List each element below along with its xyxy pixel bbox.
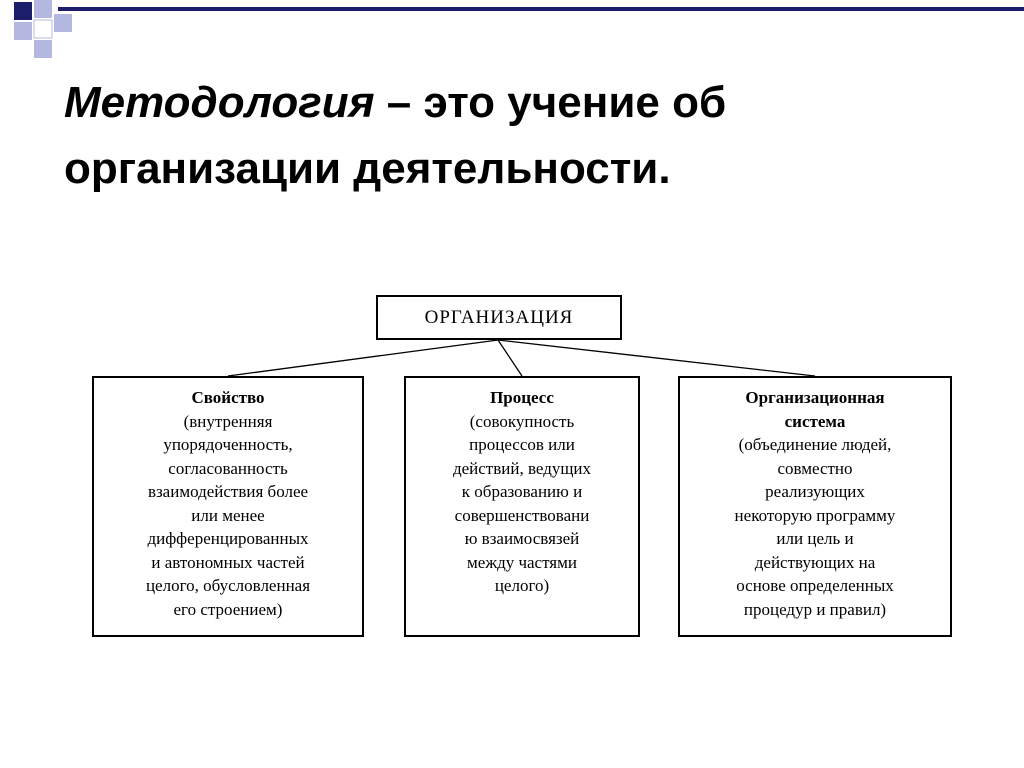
node-property-body: (внутренняя упорядоченность, согласованность взаимодействия более или менее дифференцированных и автономных частей целого, обусловленная его строением): [145, 411, 311, 619]
node-process-body: (совокупность процессов или действий, ведущих к образованию и совершенствовани ю взаимосвязей между частями целого): [452, 411, 592, 595]
node-organizational-system: [678, 376, 952, 637]
node-process: [404, 376, 640, 637]
node-process-head: Процесс: [490, 388, 554, 407]
title-term: Методология: [64, 78, 375, 127]
root-node-label: ОРГАНИЗАЦИЯ: [424, 307, 574, 328]
node-property: [92, 376, 364, 637]
title-line2: организации деятельности.: [64, 144, 671, 193]
connector-right: [498, 340, 815, 376]
connector-middle: [498, 340, 522, 376]
node-property-head: Свойство: [191, 388, 265, 407]
root-node-organization: [376, 295, 622, 340]
connector-left: [228, 340, 498, 376]
title-rest-line1: – это учение об: [374, 78, 727, 127]
node-system-body: (объединение людей, совместно реализующих некоторую программу или цель и действующих на основе определенных процедур и правил): [734, 435, 896, 619]
node-system-head: Организационная система: [745, 388, 885, 431]
